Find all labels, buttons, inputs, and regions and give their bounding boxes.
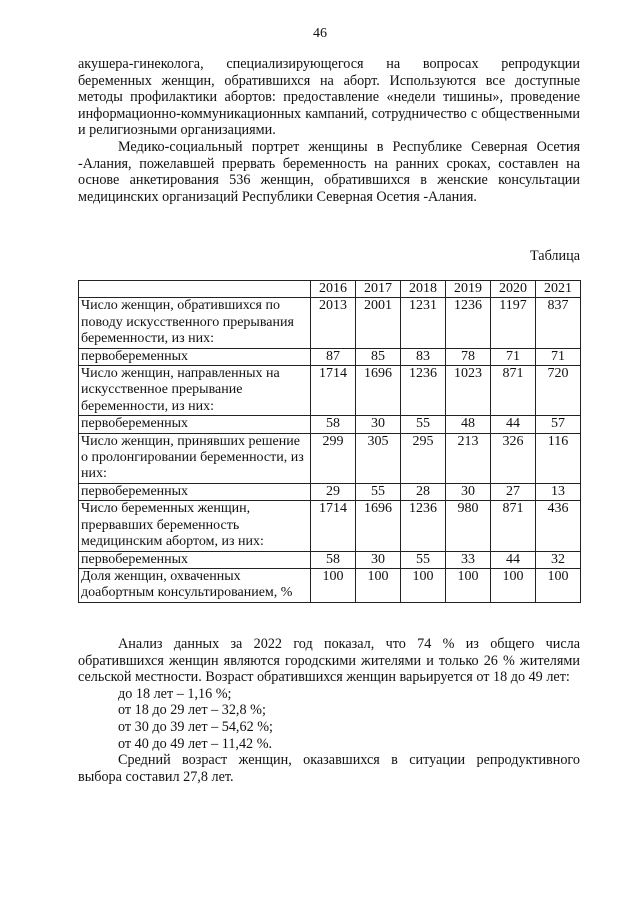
row-value: 30 bbox=[356, 416, 401, 433]
header-year: 2018 bbox=[401, 281, 446, 298]
row-value: 33 bbox=[446, 551, 491, 568]
row-value: 1696 bbox=[356, 501, 401, 551]
row-value: 78 bbox=[446, 348, 491, 365]
row-value: 871 bbox=[491, 366, 536, 416]
age-list-item: от 40 до 49 лет – 11,42 %. bbox=[118, 735, 273, 752]
row-value: 2013 bbox=[311, 298, 356, 348]
row-value: 305 bbox=[356, 433, 401, 483]
row-value: 57 bbox=[536, 416, 581, 433]
row-value: 871 bbox=[491, 501, 536, 551]
row-value: 13 bbox=[536, 483, 581, 500]
row-label: Число женщин, обратившихся по поводу искусственного прерывания беременности, из них: bbox=[79, 298, 311, 348]
row-label: Число женщин, принявших решение о пролонгировании беременности, из них: bbox=[79, 433, 311, 483]
row-value: 100 bbox=[401, 568, 446, 602]
row-value: 837 bbox=[536, 298, 581, 348]
header-empty-cell bbox=[79, 281, 311, 298]
row-value: 55 bbox=[401, 416, 446, 433]
table-row bbox=[79, 298, 581, 348]
row-value: 100 bbox=[311, 568, 356, 602]
table-caption: Таблица bbox=[529, 248, 580, 264]
row-label: Доля женщин, охваченных доабортным консультированием, % bbox=[79, 568, 311, 602]
row-value: 85 bbox=[356, 348, 401, 365]
analysis-section bbox=[78, 636, 580, 785]
analysis-intro: Анализ данных за 2022 год показал, что 74 % из общего числа обратившихся женщин являются городскими жителями и только 26 % жителями сельской местности. Возраст обратившихся женщин варьируется от 18 до 49 лет: bbox=[78, 636, 580, 686]
row-value: 32 bbox=[536, 551, 581, 568]
row-value: 326 bbox=[491, 433, 536, 483]
header-year: 2016 bbox=[311, 281, 356, 298]
intro-text bbox=[78, 56, 580, 205]
row-value: 100 bbox=[446, 568, 491, 602]
table-header-row bbox=[79, 281, 581, 298]
row-value: 100 bbox=[536, 568, 581, 602]
row-value: 55 bbox=[401, 551, 446, 568]
table-row bbox=[79, 483, 581, 500]
header-year: 2017 bbox=[356, 281, 401, 298]
row-value: 44 bbox=[491, 551, 536, 568]
row-value: 1696 bbox=[356, 366, 401, 416]
row-label: первобеременных bbox=[79, 416, 311, 433]
row-value: 295 bbox=[401, 433, 446, 483]
row-label: Число беременных женщин, прервавших беременность медицинским абортом, из них: bbox=[79, 501, 311, 551]
header-year: 2021 bbox=[536, 281, 581, 298]
header-year: 2020 bbox=[491, 281, 536, 298]
row-value: 28 bbox=[401, 483, 446, 500]
row-value: 58 bbox=[311, 551, 356, 568]
header-year: 2019 bbox=[446, 281, 491, 298]
row-value: 720 bbox=[536, 366, 581, 416]
row-value: 48 bbox=[446, 416, 491, 433]
paragraph-1: акушера-гинеколога, специализирующегося на вопросах репродукции беременных женщин, обратившихся на аборт. Используются все доступные методы профилактики абортов: предоставление «недели тишины», проведение информационно-коммуникационных кампаний, сотрудничество с общественными и религиозными организациями. bbox=[78, 56, 580, 139]
row-value: 1236 bbox=[446, 298, 491, 348]
row-value: 1236 bbox=[401, 501, 446, 551]
age-list-item: от 30 до 39 лет – 54,62 %; bbox=[118, 718, 273, 735]
row-value: 1714 bbox=[311, 501, 356, 551]
row-value: 1197 bbox=[491, 298, 536, 348]
statistics-table bbox=[78, 280, 581, 603]
row-value: 436 bbox=[536, 501, 581, 551]
row-value: 1023 bbox=[446, 366, 491, 416]
row-value: 1714 bbox=[311, 366, 356, 416]
row-value: 980 bbox=[446, 501, 491, 551]
row-value: 30 bbox=[356, 551, 401, 568]
row-value: 100 bbox=[491, 568, 536, 602]
row-value: 71 bbox=[536, 348, 581, 365]
row-value: 71 bbox=[491, 348, 536, 365]
age-list-item: от 18 до 29 лет – 32,8 %; bbox=[118, 702, 266, 719]
row-value: 55 bbox=[356, 483, 401, 500]
row-value: 27 bbox=[491, 483, 536, 500]
row-label: первобеременных bbox=[79, 483, 311, 500]
table-row bbox=[79, 416, 581, 433]
analysis-closing: Средний возраст женщин, оказавшихся в ситуации репродуктивного выбора составил 27,8 лет. bbox=[78, 752, 580, 785]
row-value: 1231 bbox=[401, 298, 446, 348]
table-row bbox=[79, 366, 581, 416]
table-row bbox=[79, 568, 581, 602]
row-label: первобеременных bbox=[79, 348, 311, 365]
row-value: 213 bbox=[446, 433, 491, 483]
row-value: 30 bbox=[446, 483, 491, 500]
table-row bbox=[79, 501, 581, 551]
row-value: 83 bbox=[401, 348, 446, 365]
paragraph-2: Медико-социальный портрет женщины в Республике Северная Осетия -Алания, пожелавшей прервать беременность на ранних сроках, составлен на основе анкетирования 536 женщин, обратившихся в женские консультации медицинских организаций Республики Северная Осетия -Алания. bbox=[78, 138, 580, 205]
row-value: 2001 bbox=[356, 298, 401, 348]
row-value: 1236 bbox=[401, 366, 446, 416]
table-body bbox=[79, 298, 581, 602]
row-value: 299 bbox=[311, 433, 356, 483]
row-value: 58 bbox=[311, 416, 356, 433]
table-row bbox=[79, 551, 581, 568]
row-label: Число женщин, направленных на искусственное прерывание беременности, из них: bbox=[79, 366, 311, 416]
table-row bbox=[79, 348, 581, 365]
table-row bbox=[79, 433, 581, 483]
row-value: 87 bbox=[311, 348, 356, 365]
row-value: 116 bbox=[536, 433, 581, 483]
age-list-item: до 18 лет – 1,16 %; bbox=[118, 685, 232, 702]
row-value: 44 bbox=[491, 416, 536, 433]
row-value: 100 bbox=[356, 568, 401, 602]
row-label: первобеременных bbox=[79, 551, 311, 568]
row-value: 29 bbox=[311, 483, 356, 500]
page-number: 46 bbox=[313, 26, 327, 41]
